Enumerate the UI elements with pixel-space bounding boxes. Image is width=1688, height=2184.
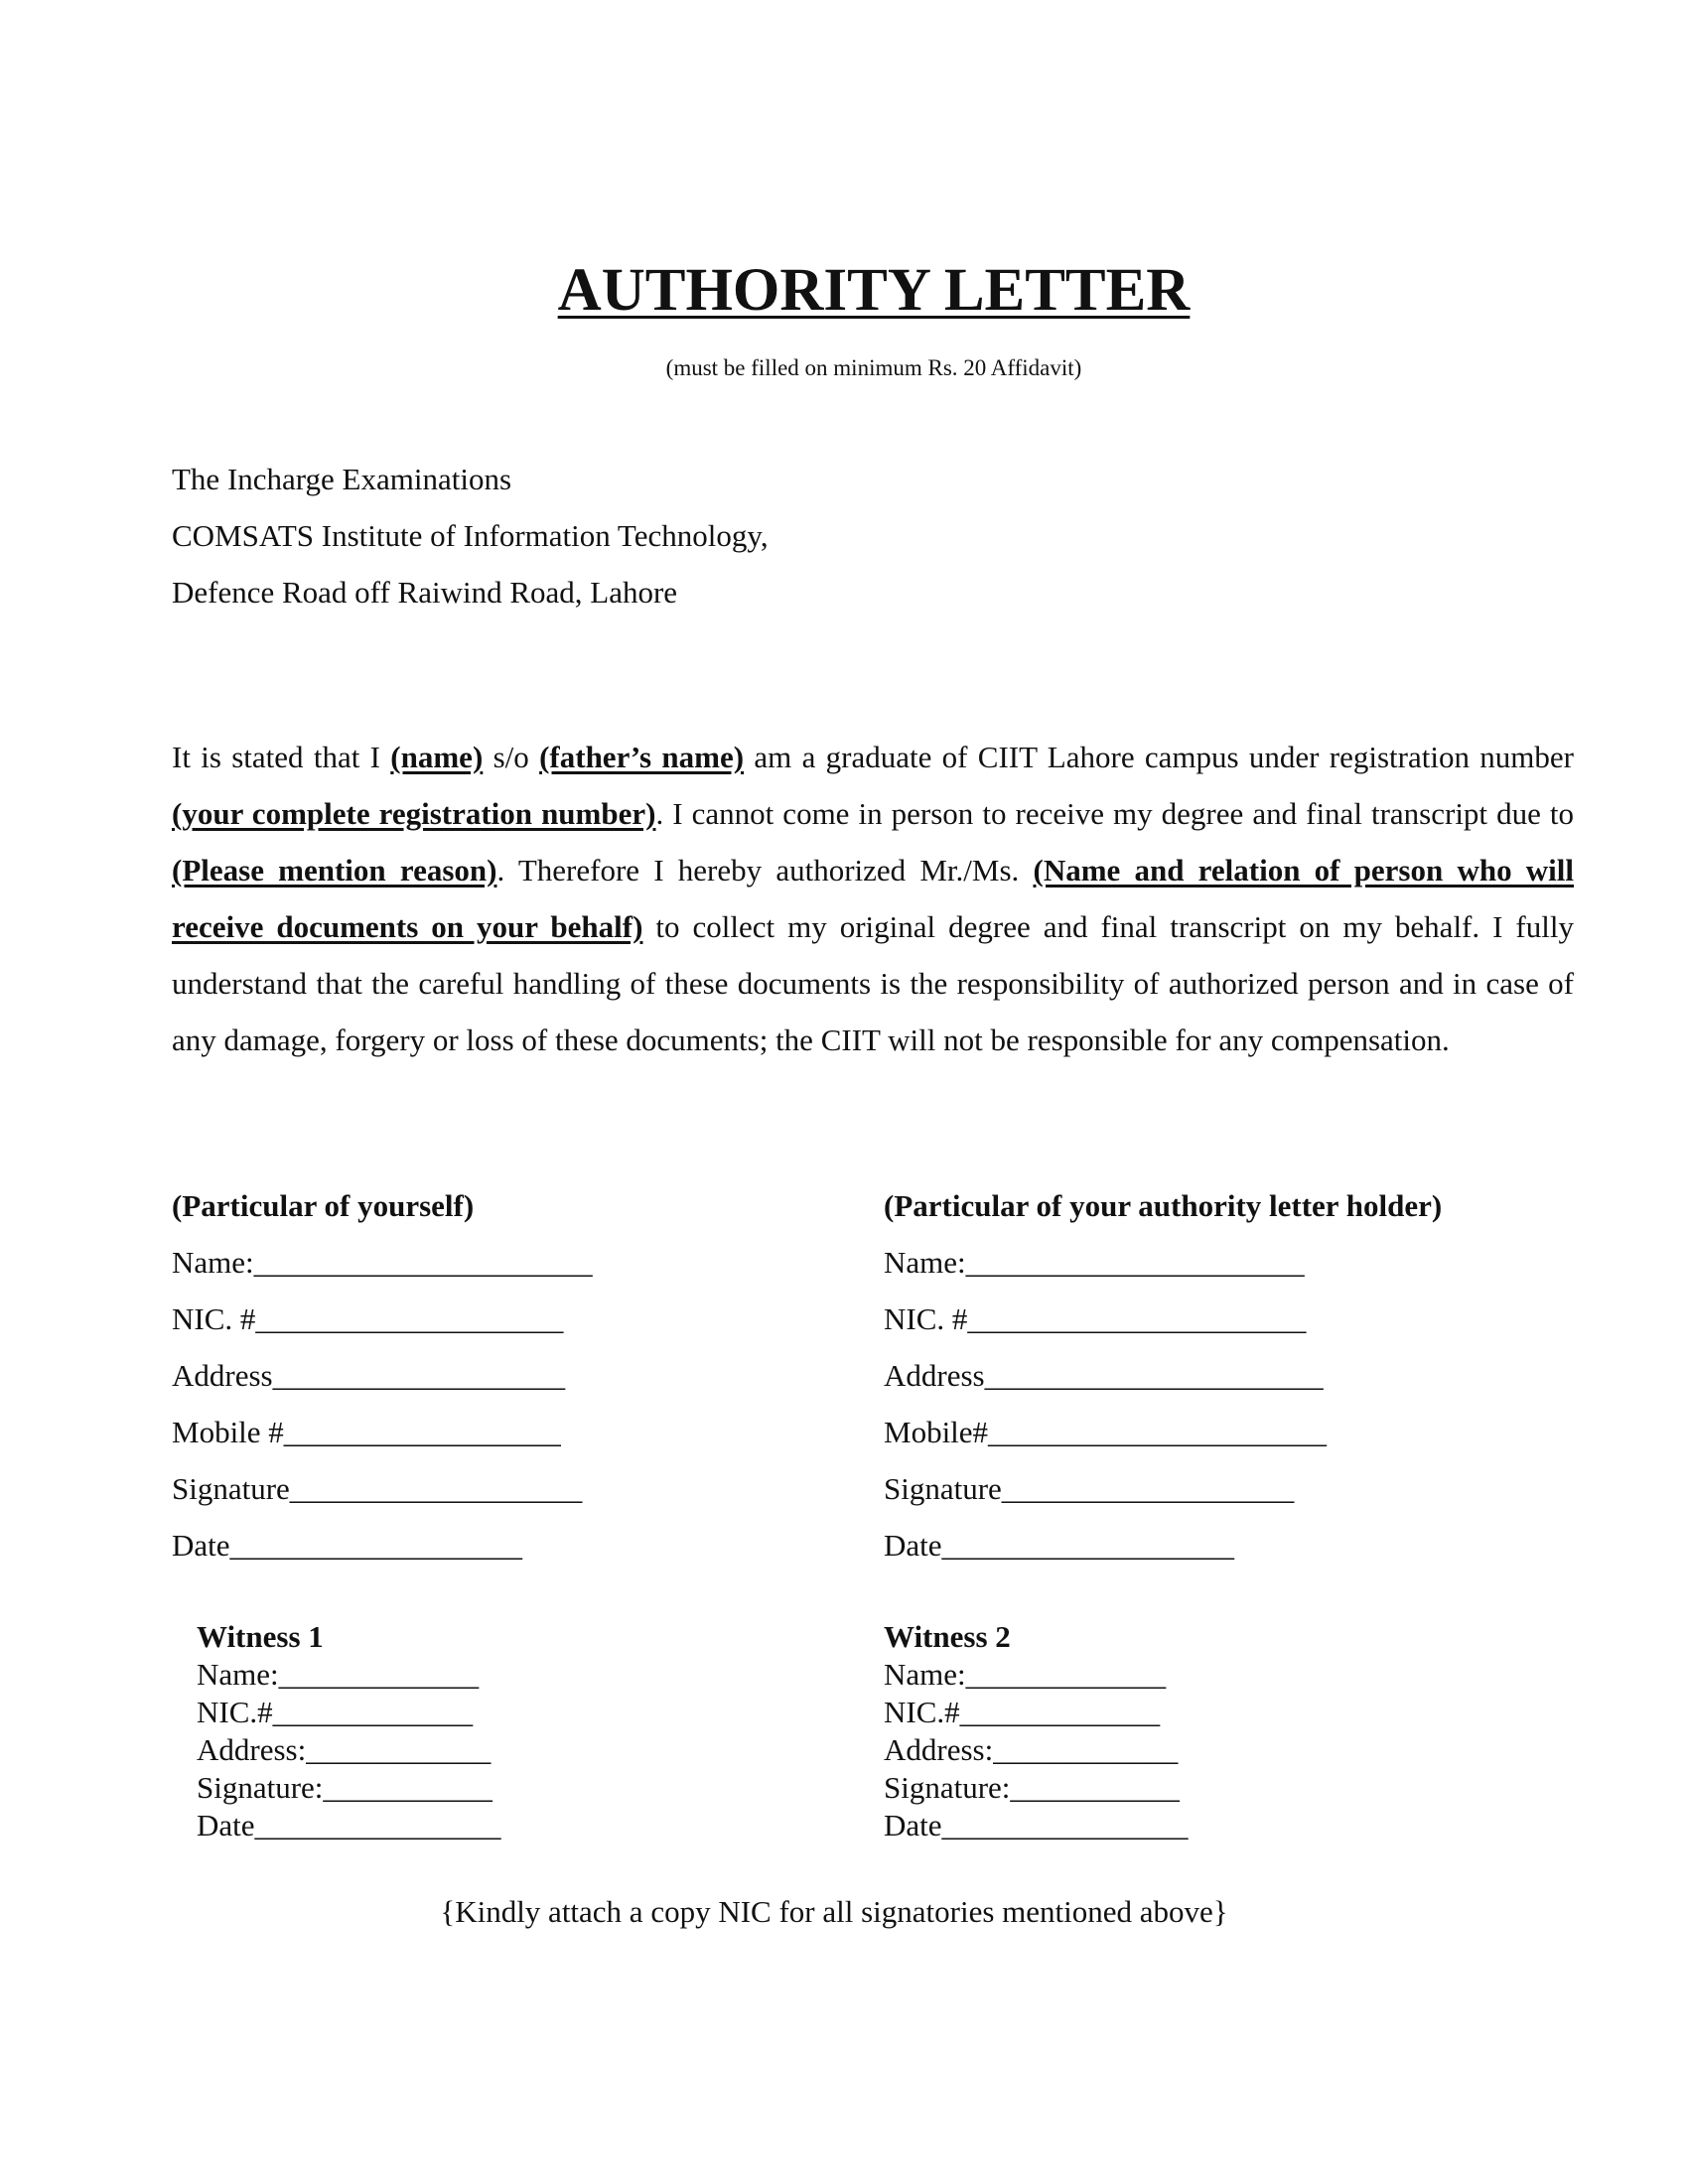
witness-1-block [197, 1618, 501, 1844]
nic-field: NIC. #______________________ [884, 1301, 1307, 1336]
reason-placeholder: (Please mention reason) [172, 853, 497, 887]
father-name-placeholder: (father’s name) [539, 740, 745, 774]
particulars-yourself [172, 1177, 593, 1573]
attachment-note: {Kindly attach a copy NIC for all signatories mentioned above} [440, 1894, 1228, 1929]
date-field: Date________________ [884, 1808, 1189, 1843]
address-field: Address:____________ [197, 1732, 492, 1767]
authorized-person-placeholder: (Name and relation of person who will receive documents on your behalf) [172, 853, 1575, 944]
body-text: to collect my original degree and final transcript on my behalf. I fully understand that the careful handling of these documents is the responsibility of authorized person and in case of any damage, forgery or loss of these documents; the CIIT will not be responsible for any compensation. [172, 909, 1574, 1057]
affidavit-note: (must be filled on minimum Rs. 20 Affidavit) [665, 355, 1082, 380]
signature-field: Signature___________________ [172, 1471, 583, 1506]
witness-heading: Witness 1 [197, 1619, 324, 1654]
section-heading: (Particular of your authority letter holder) [884, 1188, 1443, 1223]
name-placeholder: (name) [390, 740, 484, 774]
body-text: s/o [483, 740, 540, 774]
address-field: Address___________________ [172, 1358, 566, 1393]
body-text: . Therefore I hereby authorized Mr./Ms. [496, 853, 1034, 887]
mobile-field: Mobile#______________________ [884, 1415, 1328, 1449]
letter-body [172, 729, 1574, 1068]
name-field: Name:_____________ [884, 1657, 1167, 1692]
name-field: Name:______________________ [884, 1245, 1305, 1280]
nic-field: NIC.#_____________ [884, 1695, 1161, 1729]
signature-field: Signature:___________ [884, 1770, 1180, 1805]
page-title: AUTHORITY LETTER [557, 257, 1191, 324]
nic-field: NIC.#_____________ [197, 1695, 474, 1729]
date-field: Date___________________ [884, 1528, 1235, 1563]
address-field: Address:____________ [884, 1732, 1179, 1767]
address-field: Address______________________ [884, 1358, 1324, 1393]
recipient-address [172, 451, 769, 620]
witness-heading: Witness 2 [884, 1619, 1011, 1654]
witness-2-block [884, 1618, 1189, 1844]
date-field: Date___________________ [172, 1528, 523, 1563]
signature-field: Signature:___________ [197, 1770, 492, 1805]
section-heading: (Particular of yourself) [172, 1188, 475, 1223]
address-line: COMSATS Institute of Information Technology, [172, 518, 769, 553]
body-text: am a graduate of CIIT Lahore campus under registration number [744, 740, 1574, 774]
nic-field: NIC. #____________________ [172, 1301, 564, 1336]
registration-number-placeholder: (your complete registration number) [172, 796, 656, 831]
name-field: Name:_____________ [197, 1657, 480, 1692]
mobile-field: Mobile #__________________ [172, 1415, 561, 1449]
address-line: The Incharge Examinations [172, 462, 512, 496]
name-field: Name:______________________ [172, 1245, 593, 1280]
particulars-letter-holder [884, 1177, 1442, 1573]
body-text: . I cannot come in person to receive my degree and final transcript due to [655, 796, 1575, 831]
body-text: It is stated that I [172, 740, 391, 774]
signature-field: Signature___________________ [884, 1471, 1295, 1506]
date-field: Date________________ [197, 1808, 501, 1843]
address-line: Defence Road off Raiwind Road, Lahore [172, 575, 678, 610]
